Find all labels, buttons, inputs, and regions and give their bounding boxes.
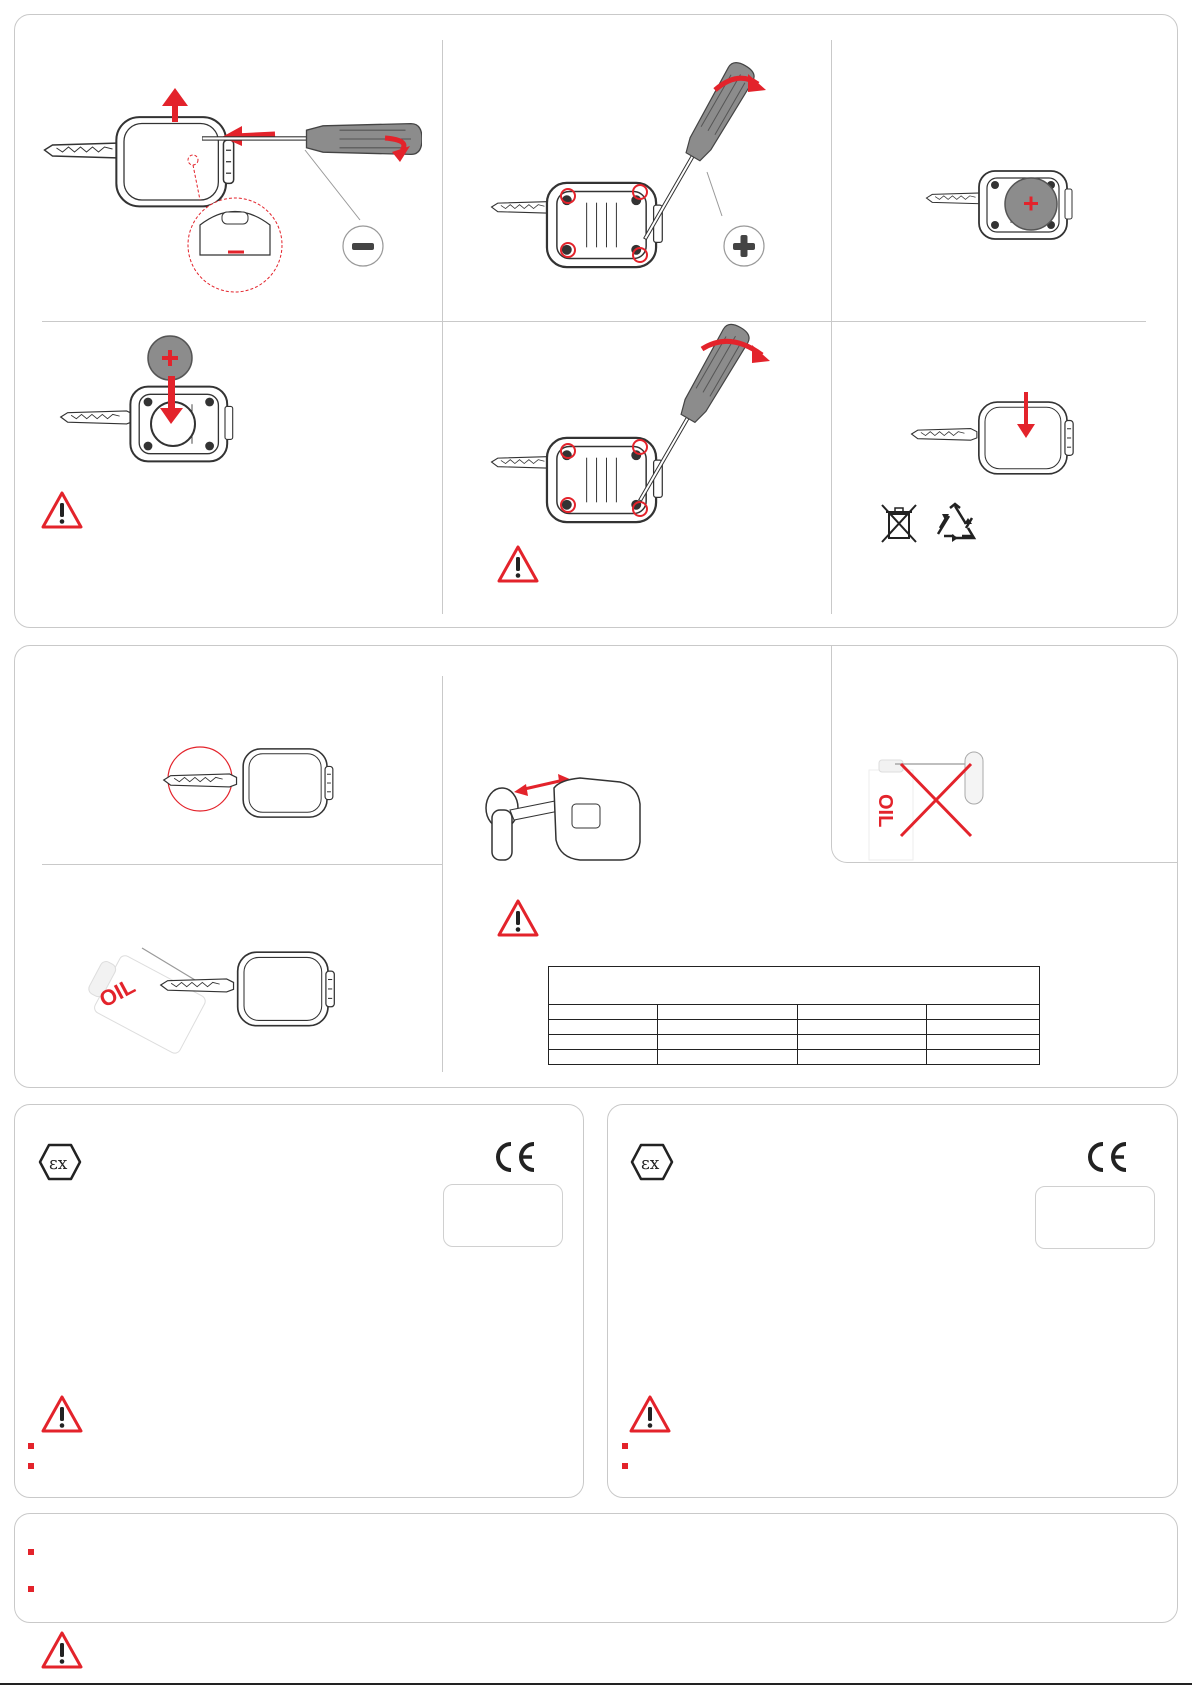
oil-label: OIL [874,794,896,828]
warning-triangle-icon [628,1394,672,1434]
step-battery-view-illustration [925,165,1105,250]
table-row [549,1020,1040,1035]
table-cell [927,1005,1040,1020]
minus-circle-icon [341,224,385,268]
bullet [28,1443,34,1449]
divider [42,864,442,865]
table-cell [927,1035,1040,1050]
warning-triangle-icon [40,490,84,530]
notes-panel [14,1513,1178,1623]
spec-table [548,966,1040,1065]
table-cell [658,1050,798,1065]
bullet [622,1463,628,1469]
step-close-cover-illustration [910,392,1080,482]
table-cell [549,1050,658,1065]
table-cell [549,1020,658,1035]
divider [442,676,443,1072]
step-screw-cover-illustration [490,335,790,525]
divider [42,321,1146,322]
divider [442,40,443,614]
table-cell [658,1035,798,1050]
table-cell [549,1035,658,1050]
no-oil-cylinder-illustration [865,750,995,860]
spec-table-header [549,967,1040,1005]
table-cell [658,1005,798,1020]
step-insert-battery-illustration [58,338,248,458]
warning-triangle-icon [496,898,540,938]
recycle-icon [932,502,978,544]
atex-ex-icon [38,1142,82,1182]
crossed-out-bin-icon [878,502,920,546]
table-row [549,1035,1040,1050]
warning-triangle-icon [496,544,540,584]
table-cell [798,1035,927,1050]
label-box [443,1184,563,1247]
svg-text:εx: εx [641,1154,660,1174]
key-insertion-illustration [480,770,660,870]
ce-mark-icon [492,1140,538,1174]
svg-text:εx: εx [49,1154,68,1174]
table-cell [798,1005,927,1020]
bullet [28,1586,34,1592]
table-row [549,1005,1040,1020]
ce-mark-icon [1084,1140,1130,1174]
warning-triangle-icon [40,1630,84,1670]
table-cell [927,1050,1040,1065]
bullet [28,1463,34,1469]
table-cell [798,1050,927,1065]
label-box [1035,1186,1155,1249]
atex-ex-icon [630,1142,674,1182]
table-cell [927,1020,1040,1035]
oil-label: OIL [95,972,140,1013]
table-row [549,1050,1040,1065]
blade-wear-illustration [160,745,360,825]
divider [831,40,832,614]
table-cell [798,1020,927,1035]
table-cell [658,1020,798,1035]
oil-key-illustration [80,930,360,1040]
warning-triangle-icon [40,1394,84,1434]
table-cell [549,1005,658,1020]
plus-circle-icon [722,224,766,268]
bullet [622,1443,628,1449]
bullet [28,1549,34,1555]
